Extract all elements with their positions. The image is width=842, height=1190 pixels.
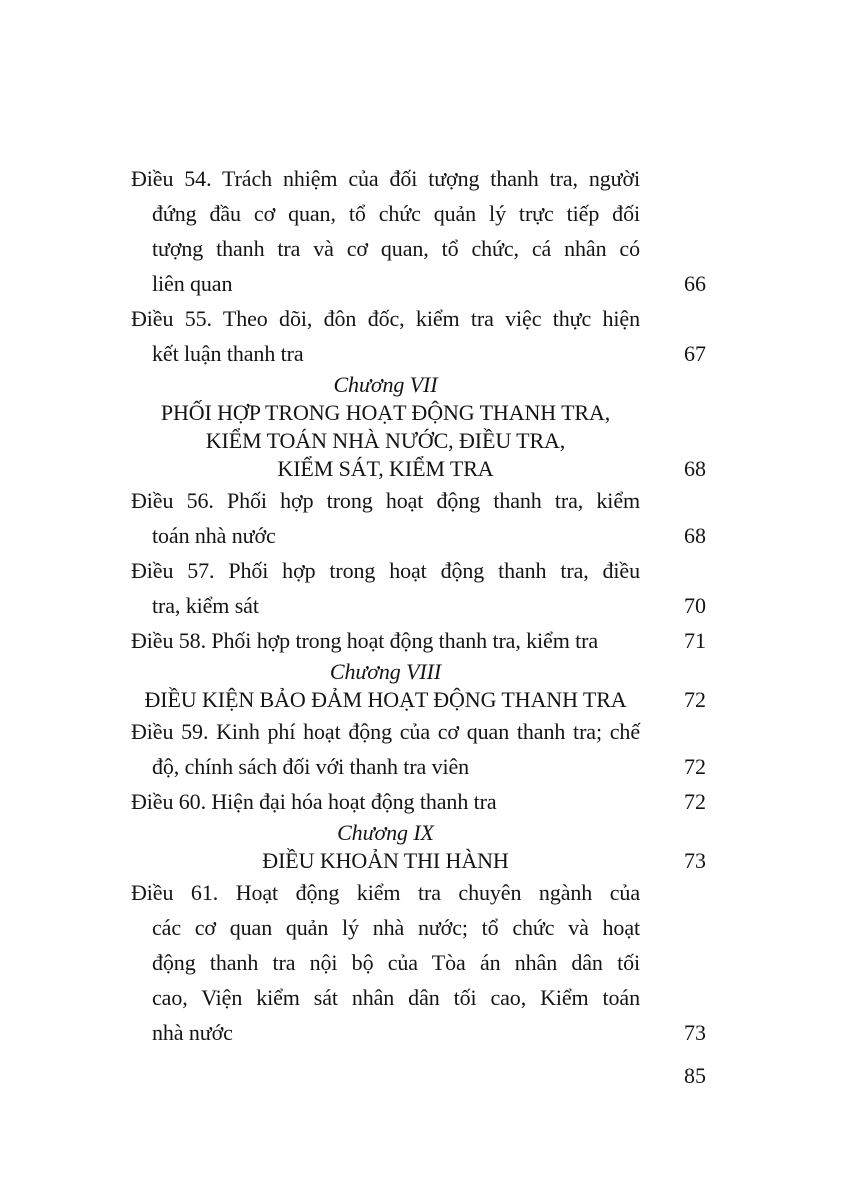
entry-text [131, 875, 640, 1050]
entry-text [131, 658, 640, 714]
toc-article-entry [131, 875, 706, 1050]
toc-line: Điều 55. Theo dõi, đôn đốc, kiểm tra việc thực hiện [131, 306, 640, 331]
chapter-label: Chương VIII [329, 659, 442, 684]
entry-text [131, 553, 640, 623]
toc-page-number: 72 [684, 754, 706, 779]
toc-page-number: 72 [684, 789, 706, 814]
chapter-title-line: ĐIỀU KHOẢN THI HÀNH [262, 848, 509, 873]
toc-line: Điều 58. Phối hợp trong hoạt động thanh tra, kiểm tra [131, 628, 599, 653]
toc-line: liên quan [152, 271, 233, 296]
toc-page-number: 73 [684, 1020, 706, 1045]
toc-page-number: 66 [684, 271, 706, 296]
chapter-title-line: ĐIỀU KIỆN BẢO ĐẢM HOẠT ĐỘNG THANH TRA [144, 687, 627, 712]
toc-article-entry [131, 301, 706, 371]
toc-page-number: 73 [684, 848, 706, 873]
toc-line: kết luận thanh tra [152, 341, 304, 366]
toc-article-entry [131, 784, 706, 819]
toc-page-number: 71 [684, 628, 706, 653]
toc-line: tra, kiểm sát [152, 593, 259, 618]
toc-line: nhà nước [152, 1020, 233, 1045]
entry-text [131, 301, 640, 371]
chapter-title-line: PHỐI HỢP TRONG HOẠT ĐỘNG THANH TRA, [160, 400, 611, 425]
toc-line: tượng thanh tra và cơ quan, tổ chức, cá nhân có [152, 236, 640, 261]
toc-page-number: 70 [684, 593, 706, 618]
toc-page-number: 68 [684, 523, 706, 548]
toc-article-entry [131, 553, 706, 623]
toc-article-entry [131, 161, 706, 301]
toc-line: các cơ quan quản lý nhà nước; tổ chức và hoạt [152, 915, 640, 940]
entry-text [131, 784, 640, 819]
entry-text [131, 623, 640, 658]
toc-line: Điều 57. Phối hợp trong hoạt động thanh tra, điều [131, 558, 640, 583]
toc-list [131, 161, 706, 1050]
toc-chapter-entry [131, 371, 706, 483]
entry-text [131, 371, 640, 483]
toc-line: Điều 56. Phối hợp trong hoạt động thanh tra, kiểm [131, 488, 640, 513]
toc-line: Điều 60. Hiện đại hóa hoạt động thanh tra [131, 789, 497, 814]
toc-article-entry [131, 714, 706, 784]
page-number: 85 [684, 1063, 706, 1088]
toc-article-entry [131, 483, 706, 553]
toc-line: cao, Viện kiểm sát nhân dân tối cao, Kiểm toán [152, 985, 640, 1010]
chapter-label: Chương VII [333, 372, 438, 397]
chapter-label: Chương IX [337, 820, 434, 845]
entry-text [131, 714, 640, 784]
toc-line: Điều 59. Kinh phí hoạt động của cơ quan thanh tra; chế [131, 719, 640, 744]
toc-chapter-entry [131, 819, 706, 875]
toc-line: Điều 61. Hoạt động kiểm tra chuyên ngành của [131, 880, 640, 905]
toc-line: động thanh tra nội bộ của Tòa án nhân dân tối [152, 950, 640, 975]
chapter-title-line: KIỂM SÁT, KIỂM TRA [277, 456, 494, 481]
toc-article-entry [131, 623, 706, 658]
toc-page-number: 72 [684, 687, 706, 712]
toc-page-number: 68 [684, 456, 706, 481]
entry-text [131, 819, 640, 875]
entry-text [131, 483, 640, 553]
toc-chapter-entry [131, 658, 706, 714]
toc-line: đứng đầu cơ quan, tổ chức quản lý trực tiếp đối [152, 201, 640, 226]
entry-text [131, 161, 640, 301]
toc-line: toán nhà nước [152, 523, 276, 548]
chapter-title-line: KIỂM TOÁN NHÀ NƯỚC, ĐIỀU TRA, [205, 428, 566, 453]
toc-line: độ, chính sách đối với thanh tra viên [152, 754, 470, 779]
toc-page-number: 67 [684, 341, 706, 366]
toc-line: Điều 54. Trách nhiệm của đối tượng thanh tra, người [131, 166, 640, 191]
